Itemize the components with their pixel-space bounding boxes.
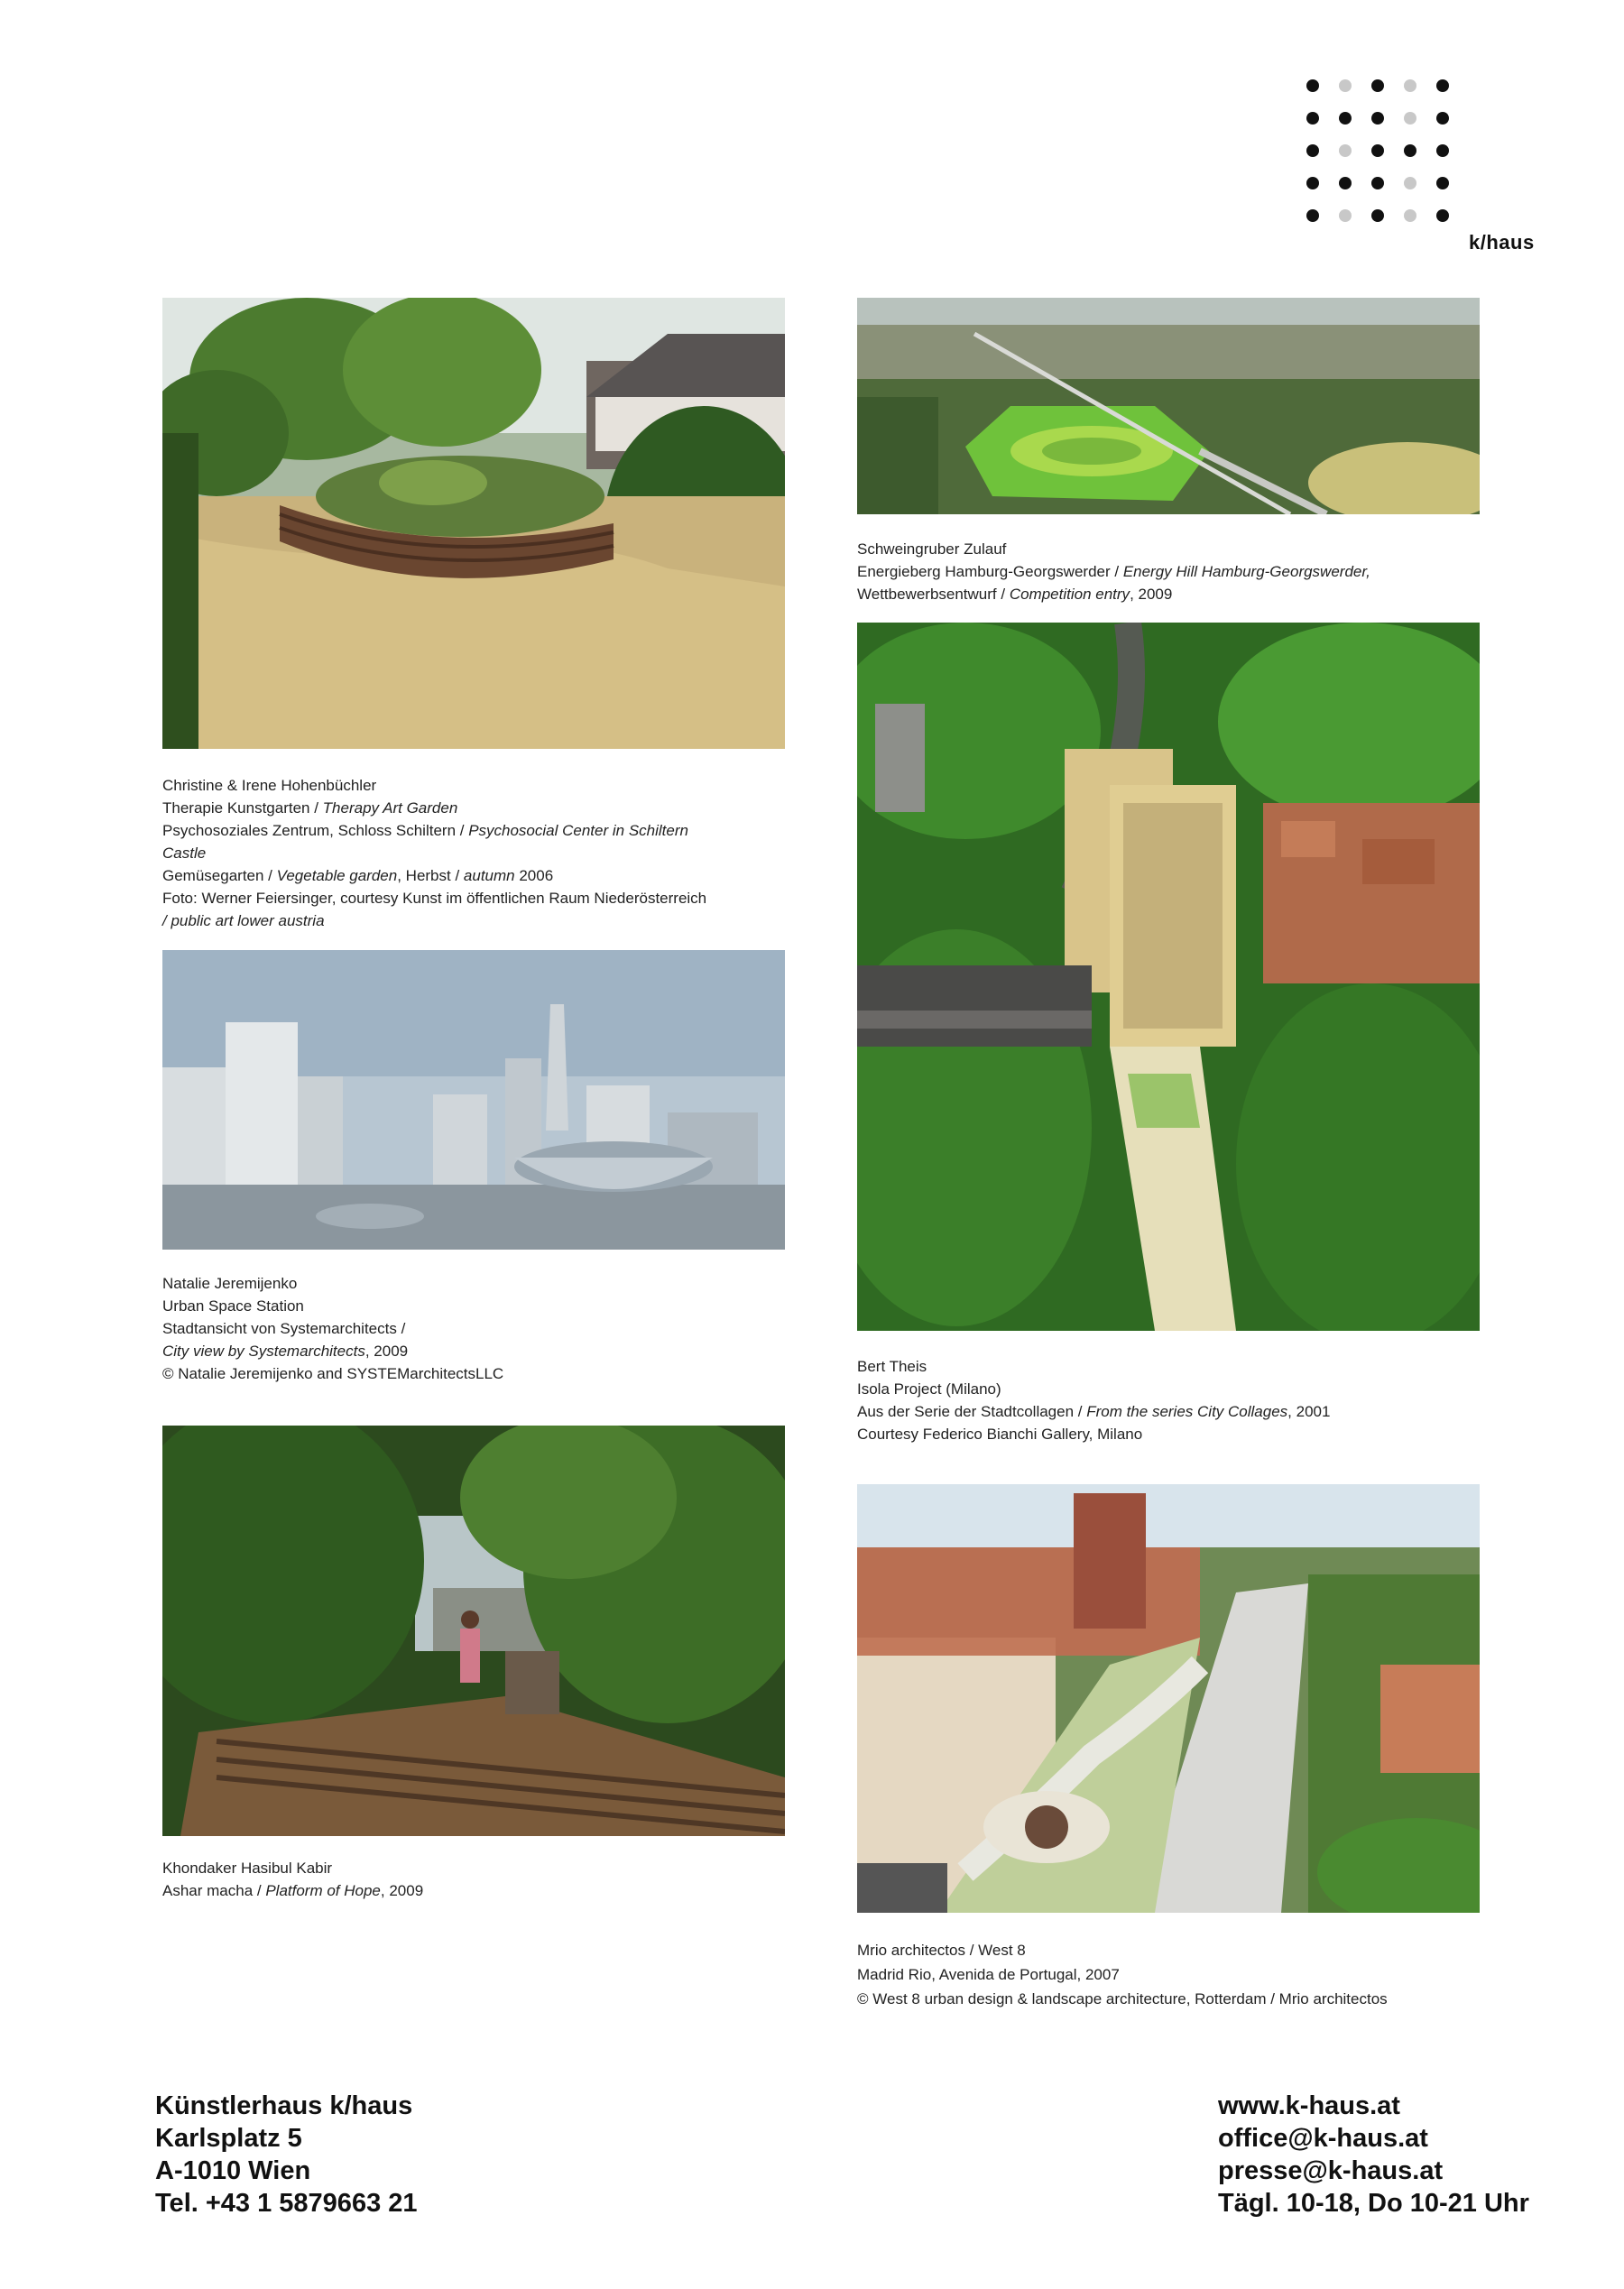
caption-line: [857, 1423, 1330, 1445]
logo-dot: [1404, 79, 1416, 92]
caption-text: Wettbewerbsentwurf /: [857, 586, 1010, 603]
caption-line: [857, 1938, 1388, 1962]
caption-text: Urban Space Station: [162, 1297, 304, 1315]
caption-text: Isola Project (Milano): [857, 1380, 1001, 1398]
urban-space-station-render: [162, 950, 785, 1250]
logo-dot: [1339, 79, 1352, 92]
caption-line: [162, 1857, 423, 1879]
footer-website-link[interactable]: www.k-haus.at: [1218, 2091, 1400, 2120]
caption-line: [162, 1295, 503, 1317]
logo-dot: [1436, 144, 1449, 157]
caption-line: [857, 583, 1370, 605]
logo-dot: [1306, 79, 1319, 92]
caption-line: [162, 774, 706, 797]
caption-text: Gemüsegarten /: [162, 867, 277, 884]
footer-contact: [1218, 2090, 1529, 2220]
caption-line: [162, 1272, 503, 1295]
caption-italic-text: City view by Systemarchitects: [162, 1343, 365, 1360]
logo-dot: [1339, 112, 1352, 125]
caption-line: [162, 1879, 423, 1902]
caption-line: [162, 842, 706, 864]
caption-text: Energieberg Hamburg-Georgswerder /: [857, 563, 1123, 580]
caption-hohenbuechler: [162, 774, 706, 932]
energy-hill-aerial-photo: [857, 298, 1480, 514]
caption-italic-text: Psychosocial Center in Schiltern: [468, 822, 688, 839]
footer-office-email-link[interactable]: office@k-haus.at: [1218, 2124, 1428, 2153]
caption-line: [162, 1317, 503, 1340]
logo-dot: [1339, 177, 1352, 189]
madrid-rio-photo: [857, 1484, 1480, 1913]
caption-line: [162, 1362, 503, 1385]
logo-dot: [1339, 144, 1352, 157]
logo-dot-grid: [1306, 79, 1460, 228]
caption-line: [162, 887, 706, 909]
caption-text: Stadtansicht von Systemarchitects /: [162, 1320, 406, 1337]
caption-text: , 2001: [1287, 1403, 1331, 1420]
logo-dot: [1436, 112, 1449, 125]
caption-text: © West 8 urban design & landscape architecture, Rotterdam / Mrio architectos: [857, 1990, 1388, 2007]
caption-text: , Herbst /: [397, 867, 464, 884]
logo-dot: [1436, 79, 1449, 92]
logo-dot: [1371, 112, 1384, 125]
caption-line: [162, 864, 706, 887]
caption-line: [857, 1378, 1330, 1400]
footer-street: Karlsplatz 5: [155, 2124, 302, 2153]
footer-institution: Künstlerhaus k/haus: [155, 2091, 413, 2120]
caption-text: Mrio architectos / West 8: [857, 1942, 1026, 1959]
caption-text: Psychosoziales Zentrum, Schloss Schiltern /: [162, 822, 469, 839]
caption-italic-text: Castle: [162, 845, 207, 862]
caption-line: [857, 1355, 1330, 1378]
caption-text: Aus der Serie der Stadtcollagen /: [857, 1403, 1087, 1420]
caption-kabir: [162, 1857, 423, 1902]
caption-italic-text: Vegetable garden: [276, 867, 398, 884]
caption-line: [857, 1987, 1388, 2011]
isola-project-collage: [857, 623, 1480, 1331]
logo-dot: [1306, 177, 1319, 189]
platform-of-hope-photo: [162, 1426, 785, 1836]
logo-dot: [1371, 209, 1384, 222]
caption-schweingruber: [857, 538, 1370, 605]
footer-opening-hours: Tägl. 10-18, Do 10-21 Uhr: [1218, 2189, 1529, 2218]
caption-line: [857, 538, 1370, 560]
caption-text: Ashar macha /: [162, 1882, 266, 1899]
caption-text: © Natalie Jeremijenko and SYSTEMarchitectsLLC: [162, 1365, 504, 1382]
caption-line: [857, 1400, 1330, 1423]
caption-italic-text: / public art lower austria: [162, 912, 325, 929]
caption-theis: [857, 1355, 1330, 1445]
caption-text: , 2009: [1130, 586, 1173, 603]
logo-dot: [1436, 177, 1449, 189]
logo-dot: [1436, 209, 1449, 222]
footer-press-email-link[interactable]: presse@k-haus.at: [1218, 2156, 1444, 2185]
logo-dot: [1306, 112, 1319, 125]
caption-text: Schweingruber Zulauf: [857, 540, 1007, 558]
caption-italic-text: autumn: [463, 867, 515, 884]
caption-text: Khondaker Hasibul Kabir: [162, 1860, 333, 1877]
caption-text: Therapie Kunstgarten /: [162, 799, 323, 817]
footer-address: [155, 2090, 418, 2220]
caption-line: [162, 819, 706, 842]
k-haus-logo: [1306, 79, 1559, 260]
caption-mrio: [857, 1938, 1388, 2011]
caption-line: [857, 560, 1370, 583]
footer-city: A-1010 Wien: [155, 2156, 311, 2185]
logo-dot: [1339, 209, 1352, 222]
logo-dot: [1404, 144, 1416, 157]
therapy-art-garden-photo: [162, 298, 785, 749]
logo-dot: [1371, 79, 1384, 92]
caption-text: 2006: [514, 867, 554, 884]
caption-italic-text: From the series City Collages: [1086, 1403, 1288, 1420]
caption-text: Madrid Rio, Avenida de Portugal, 2007: [857, 1966, 1120, 1983]
logo-dot: [1404, 112, 1416, 125]
footer-phone: Tel. +43 1 5879663 21: [155, 2189, 418, 2218]
caption-text: Courtesy Federico Bianchi Gallery, Milano: [857, 1426, 1143, 1443]
caption-italic-text: Competition entry: [1009, 586, 1130, 603]
caption-text: , 2009: [364, 1343, 409, 1360]
logo-dot: [1404, 177, 1416, 189]
logo-dot: [1404, 209, 1416, 222]
caption-line: [162, 909, 706, 932]
logo-dot: [1306, 209, 1319, 222]
caption-text: Foto: Werner Feiersinger, courtesy Kunst im öffentlichen Raum Niederösterreich: [162, 890, 707, 907]
caption-jeremijenko: [162, 1272, 503, 1385]
logo-dot: [1306, 144, 1319, 157]
caption-text: Bert Theis: [857, 1358, 927, 1375]
caption-italic-text: Platform of Hope: [265, 1882, 381, 1899]
caption-line: [857, 1962, 1388, 1987]
logo-brand-text: k/haus: [1469, 231, 1535, 254]
caption-line: [162, 1340, 503, 1362]
logo-dot: [1371, 177, 1384, 189]
caption-text: Christine & Irene Hohenbüchler: [162, 777, 377, 794]
logo-dot: [1371, 144, 1384, 157]
caption-text: Natalie Jeremijenko: [162, 1275, 298, 1292]
caption-italic-text: Energy Hill Hamburg-Georgswerder,: [1122, 563, 1370, 580]
caption-line: [162, 797, 706, 819]
caption-italic-text: Therapy Art Garden: [322, 799, 458, 817]
caption-text: , 2009: [380, 1882, 424, 1899]
